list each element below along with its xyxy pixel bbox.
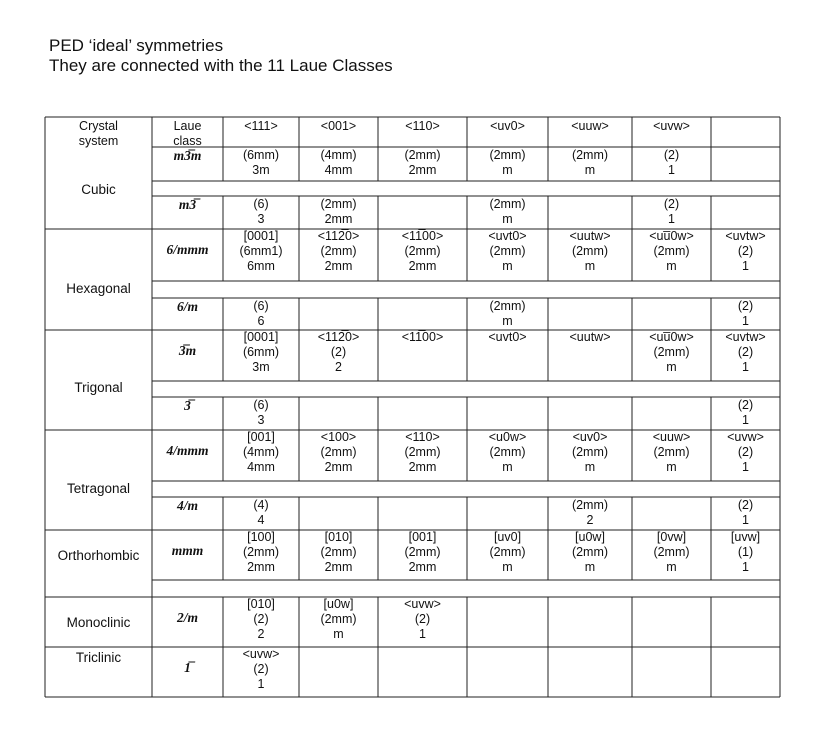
symmetry-cell: (2mm) 2mm bbox=[404, 244, 441, 273]
zone-axis-label: [0001] bbox=[243, 330, 279, 344]
zone-axis-label: <112̅0> bbox=[317, 330, 360, 344]
header-direction: <uvw> bbox=[653, 119, 690, 133]
header-crystal-system: Crystal system bbox=[78, 119, 119, 148]
zone-axis-label: <112̅0> bbox=[317, 229, 360, 243]
symmetry-cell: (2mm) m bbox=[653, 545, 690, 574]
symmetry-cell: (6) 6 bbox=[253, 299, 269, 328]
crystal-system-label: Orthorhombic bbox=[57, 548, 140, 563]
zone-axis-label: [100] bbox=[247, 530, 275, 544]
laue-class-symbol: m3̅m bbox=[173, 148, 202, 163]
header-direction: <uv0> bbox=[490, 119, 525, 133]
page-title: PED ‘ideal’ symmetries bbox=[49, 36, 224, 55]
symmetry-cell: (2) 1 bbox=[414, 612, 431, 641]
zone-axis-label: <uvtw> bbox=[725, 330, 766, 344]
laue-class-symbol: m3̅ bbox=[178, 197, 197, 212]
zone-axis-label: <100> bbox=[320, 430, 357, 444]
symmetry-cell: (2mm) m bbox=[653, 445, 690, 474]
symmetry-cell: (2mm) m bbox=[571, 148, 609, 177]
laue-class-symbol: 3̅ bbox=[184, 398, 191, 413]
symmetry-cell: (2mm) 2mm bbox=[242, 545, 280, 574]
symmetry-cell: (2mm) m bbox=[489, 445, 526, 474]
symmetry-cell: (4) 4 bbox=[253, 498, 269, 527]
zone-axis-label: [010] bbox=[324, 530, 353, 544]
symmetry-cell: (2mm) m bbox=[571, 244, 609, 273]
symmetry-cell: (2) 1 bbox=[737, 345, 754, 374]
zone-axis-label: [001] bbox=[247, 430, 275, 444]
zone-axis-label: <uvw> bbox=[404, 597, 441, 611]
zone-axis-label: <uutw> bbox=[569, 229, 611, 243]
symmetry-cell: (2mm) m bbox=[489, 244, 526, 273]
laue-class-symbol: 6/m bbox=[176, 299, 199, 314]
crystal-system-label: Hexagonal bbox=[66, 281, 131, 296]
crystal-system-label: Triclinic bbox=[75, 650, 122, 665]
zone-axis-label: [uvw] bbox=[730, 530, 761, 544]
symmetry-cell: (6) 3 bbox=[253, 197, 269, 226]
zone-axis-label: <uuw> bbox=[652, 430, 691, 444]
symmetry-cell: (6mm) 3m bbox=[242, 148, 280, 177]
crystal-system-label: Trigonal bbox=[74, 380, 123, 395]
symmetry-cell: (2) 1 bbox=[737, 445, 754, 474]
zone-axis-label: <110> bbox=[405, 430, 440, 444]
zone-axis-label: <uutw> bbox=[569, 330, 611, 344]
zone-axis-label: <11̅00> bbox=[401, 229, 444, 243]
crystal-system-label: Cubic bbox=[81, 182, 116, 197]
laue-class-symbol: 2/m bbox=[176, 610, 199, 625]
symmetry-cell: (2mm) 2 bbox=[571, 498, 609, 527]
crystal-system-label: Monoclinic bbox=[66, 615, 131, 630]
zone-axis-label: [u0w] bbox=[575, 530, 605, 544]
zone-axis-label: [010] bbox=[247, 597, 275, 611]
header-laue-class: Laue class bbox=[173, 119, 202, 148]
laue-class-symbol: 3̅m bbox=[178, 343, 197, 358]
symmetry-cell: (2mm) 2mm bbox=[404, 148, 441, 177]
zone-axis-label: <uvtw> bbox=[725, 229, 766, 243]
symmetry-cell: (2mm) 2mm bbox=[320, 244, 357, 273]
symmetry-cell: (2mm) 2mm bbox=[320, 545, 357, 574]
symmetry-cell: (2mm) m bbox=[489, 197, 526, 226]
symmetry-cell: (2mm) 2mm bbox=[404, 445, 441, 474]
symmetry-cell: (2mm) m bbox=[571, 545, 609, 574]
symmetry-cell: (2mm) m bbox=[653, 244, 690, 273]
symmetry-cell: (2) 1 bbox=[737, 498, 754, 527]
symmetry-cell: (2) 1 bbox=[663, 148, 680, 177]
zone-axis-label: <u0w> bbox=[488, 430, 527, 444]
symmetry-cell: (2) 2 bbox=[253, 612, 269, 641]
symmetry-cell: (4mm) 4mm bbox=[242, 445, 280, 474]
zone-axis-label: <uu̅0w> bbox=[649, 330, 694, 344]
zone-axis-label: <uv0> bbox=[572, 430, 608, 444]
symmetry-cell: (2) 2 bbox=[330, 345, 347, 374]
laue-class-symbol: 4/mmm bbox=[166, 443, 209, 458]
symmetry-cell: (2mm) 2mm bbox=[320, 445, 357, 474]
zone-axis-label: [001] bbox=[408, 530, 437, 544]
symmetry-cell: (1) 1 bbox=[737, 545, 754, 574]
symmetry-cell: (2mm) m bbox=[653, 345, 690, 374]
symmetry-cell: (2mm) 2mm bbox=[404, 545, 441, 574]
zone-axis-label: <uvw> bbox=[727, 430, 764, 444]
symmetry-cell: (2mm) m bbox=[571, 445, 609, 474]
symmetry-cell: (2mm) m bbox=[489, 148, 526, 177]
symmetry-cell: (2mm) 2mm bbox=[320, 197, 357, 226]
symmetry-cell: (2mm) m bbox=[320, 612, 357, 641]
laue-class-symbol: 6/mmm bbox=[166, 242, 209, 257]
symmetry-cell: (6mm1) 6mm bbox=[239, 244, 283, 273]
symmetry-cell: (2mm) m bbox=[489, 299, 526, 328]
symmetry-cell: (2) 1 bbox=[663, 197, 680, 226]
symmetry-cell: (2) 1 bbox=[737, 299, 754, 328]
zone-axis-label: <11̅00> bbox=[401, 330, 444, 344]
crystal-system-label: Tetragonal bbox=[66, 481, 131, 496]
header-direction: <111> bbox=[244, 119, 278, 133]
symmetry-cell: (2mm) m bbox=[489, 545, 526, 574]
header-direction: <uuw> bbox=[571, 119, 609, 133]
laue-class-symbol: 1̅ bbox=[184, 660, 191, 675]
symmetry-cell: (6mm) 3m bbox=[242, 345, 280, 374]
zone-axis-label: <uvt0> bbox=[488, 330, 527, 344]
zone-axis-label: <uvw> bbox=[242, 647, 280, 661]
laue-class-symbol: 4/m bbox=[176, 498, 199, 513]
laue-class-symbol: mmm bbox=[171, 543, 204, 558]
header-direction: <110> bbox=[405, 119, 440, 133]
symmetry-cell: (2) 1 bbox=[737, 244, 754, 273]
symmetry-cell: (4mm) 4mm bbox=[320, 148, 357, 177]
zone-axis-label: [0001] bbox=[243, 229, 279, 243]
zone-axis-label: [u0w] bbox=[323, 597, 354, 611]
zone-axis-label: [uv0] bbox=[493, 530, 522, 544]
zone-axis-label: <uu̅0w> bbox=[649, 229, 694, 243]
header-direction: <001> bbox=[320, 119, 357, 133]
page-subtitle: They are connected with the 11 Laue Classes bbox=[49, 56, 393, 75]
symmetry-cell: (2) 1 bbox=[737, 398, 754, 427]
zone-axis-label: [0vw] bbox=[656, 530, 687, 544]
zone-axis-label: <uvt0> bbox=[488, 229, 527, 243]
symmetry-cell: (6) 3 bbox=[253, 398, 269, 427]
symmetry-cell: (2) 1 bbox=[253, 662, 269, 691]
